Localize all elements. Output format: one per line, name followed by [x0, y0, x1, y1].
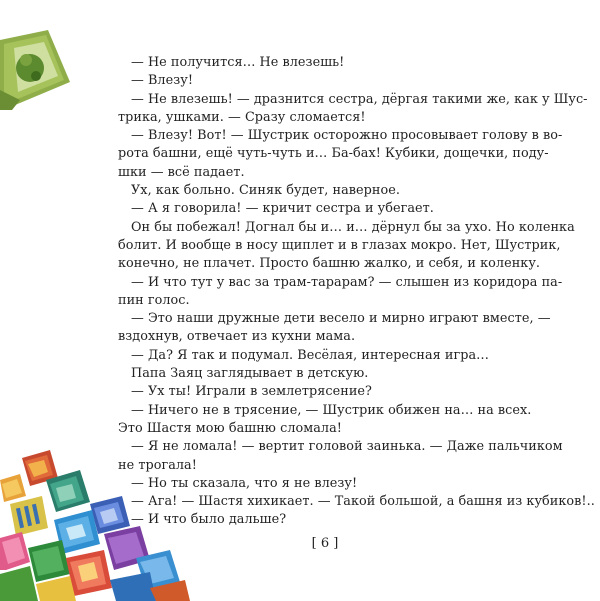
text-line: рота башни, ещё чуть-чуть и… Ба-бах! Кубики, дощечки, поду-: [118, 146, 549, 162]
text-line: — Ничего не в трясение, — Шустрик обижен на… на всех.: [131, 402, 532, 418]
toy-block-illustration-top: [0, 30, 85, 110]
text-line: — И что тут у вас за трам-тарарам? — слышен из коридора па-: [131, 274, 563, 290]
story-text: [118, 54, 595, 530]
page-number: [ 6 ]: [311, 536, 339, 551]
text-line: — Не влезешь! — дразнится сестра, дёргая такими же, как у Шус-: [131, 91, 588, 107]
text-line: — Да? Я так и подумал. Весёлая, интересная игра…: [131, 347, 489, 363]
text-line: — А я говорила! — кричит сестра и убегает.: [131, 201, 434, 217]
text-line: не трогала!: [118, 457, 197, 473]
text-line: Это Шастя мою башню сломала!: [118, 420, 342, 436]
text-line: шки — всё падает.: [118, 164, 245, 180]
text-line: болит. И вообще в носу щиплет и в глазах мокро. Нет, Шустрик,: [118, 237, 561, 253]
text-line: вздохнув, отвечает из кухни мама.: [118, 329, 356, 345]
text-line: конечно, не плачет. Просто башню жалко, и себя, и коленку.: [118, 256, 541, 272]
text-line: — Влезу! Вот! — Шустрик осторожно просовывает голову в во-: [131, 128, 563, 144]
text-line: — Я не ломала! — вертит головой заинька. — Даже пальчиком: [131, 439, 563, 455]
text-line: — Ух ты! Играли в землетрясение?: [131, 384, 372, 400]
text-line: Папа Заяц заглядывает в детскую.: [131, 366, 369, 382]
text-line: — Не получится… Не влезешь!: [131, 55, 345, 70]
text-line: — Это наши дружные дети весело и мирно играют вместе, —: [131, 311, 551, 327]
text-line: Он бы побежал! Догнал бы и… и… дёрнул бы за ухо. Но коленка: [131, 219, 575, 235]
text-line: — Но ты сказала, что я не влезу!: [131, 475, 358, 491]
text-line: трика, ушками. — Сразу сломается!: [118, 109, 366, 125]
text-line: — Влезу!: [131, 73, 194, 89]
text-line: — Ага! — Шастя хихикает. — Такой большой, а башня из кубиков!..: [131, 494, 595, 510]
text-line: Ух, как больно. Синяк будет, наверное.: [131, 183, 400, 199]
text-line: пин голос.: [118, 292, 190, 308]
text-line: — И что было дальше?: [131, 512, 287, 528]
